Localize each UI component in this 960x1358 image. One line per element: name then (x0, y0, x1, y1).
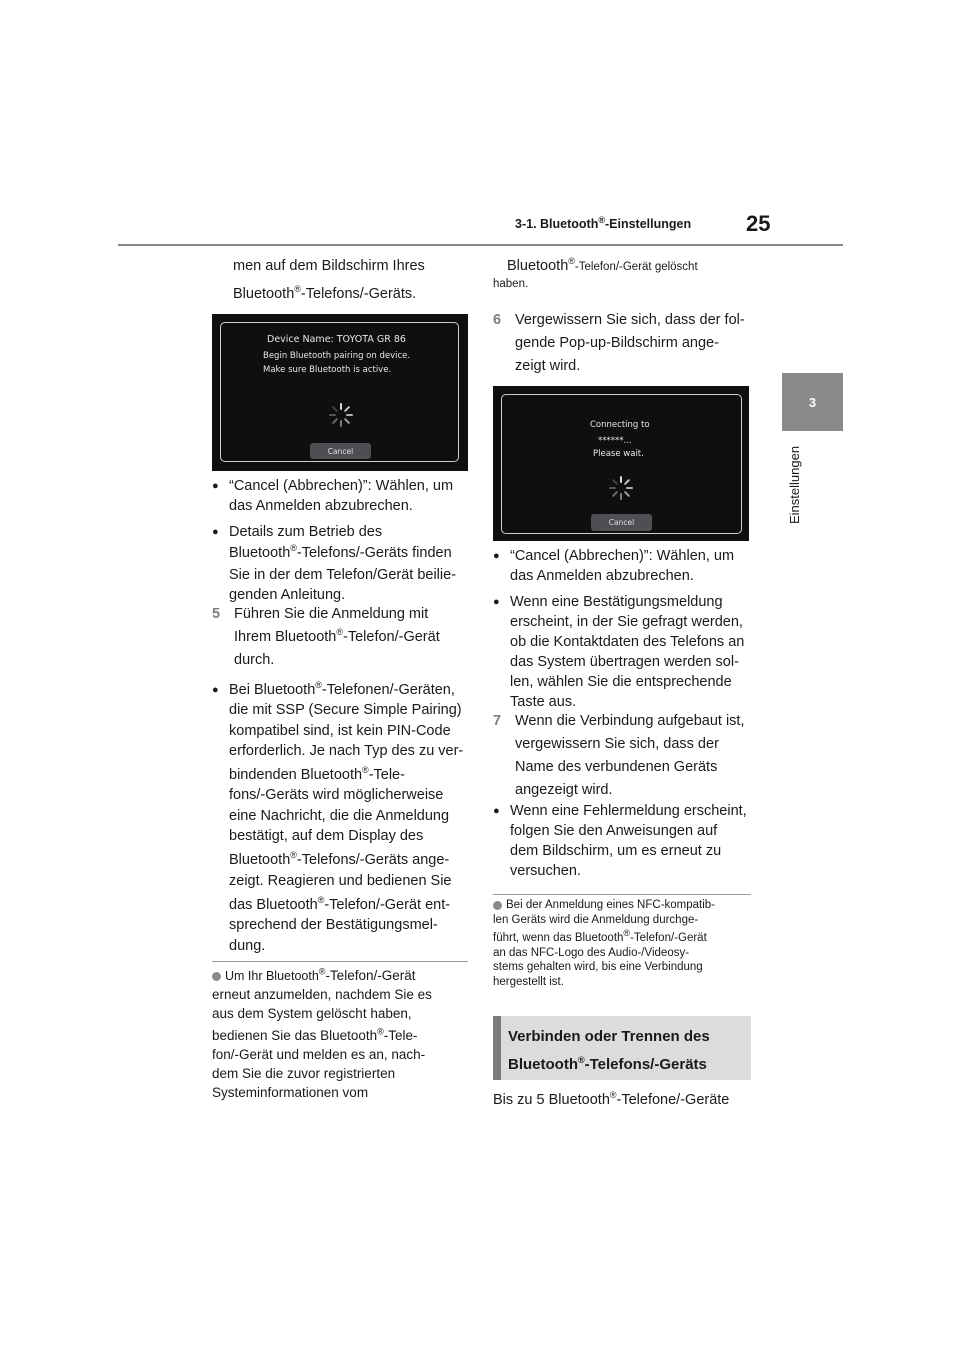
chapter-label: Einstellungen (787, 445, 802, 524)
loading-spinner-icon (608, 475, 634, 501)
right-bullets-1 (493, 546, 751, 712)
step-6: 6 Vergewissern Sie sich, dass der fol- gende Pop-up-Bildschirm ange- zeigt wird. (493, 312, 745, 374)
section-body-text: Bis zu 5 Bluetooth®-Telefone/-Geräte (493, 1090, 730, 1108)
left-bullet-ssp: ● Bei Bluetooth®-Telefonen/-Geräten, die mit SSP (Secure Simple Pairing) kompatibel sind, ist kein PIN-Code erforderlich. Je nach Typ des zu ver- bindenden Bluetooth®-Tele- fons/-Geräts wird möglicherweise eine Nachricht, die die Anmeldung bestätigt, auf dem Display des Bluetooth®-Telefons/-Geräts ange- zeigt. Reagieren und bedienen Sie das Bluetooth®-Telefon/-Gerät ent- sprechend der Bestätigungsmel- dung. (212, 680, 464, 954)
step-5: 5 Führen Sie die Anmeldung mit Ihrem Bluetooth®-Telefon/-Gerät durch. (212, 606, 440, 668)
cancel-button[interactable]: Cancel (591, 514, 652, 531)
cancel-button[interactable]: Cancel (310, 443, 371, 459)
right-bullet-error: ● Wenn eine Fehlermeldung erscheint, folgen Sie den Anweisungen auf dem Bildschirm, um es erneut zu versuchen. (493, 803, 747, 879)
note-dot-icon (212, 972, 221, 981)
intro-text: men auf dem Bildschirm Ihres Bluetooth®-Telefons/-Geräts. (233, 258, 425, 302)
pairing-screen (212, 314, 468, 471)
list-item: ● Wenn eine Bestätigungsmeldung erscheint, in der Sie gefragt werden, ob die Kontaktdaten des Telefons an das System übertragen werden sol- len, wählen Sie die entsprechende Taste aus. (493, 594, 745, 710)
chapter-tab: 3 (782, 373, 843, 431)
list-item: ● “Cancel (Abbrechen)”: Wählen, um das Anmelden abzubrechen. (493, 548, 735, 584)
section-title: 3-1. Bluetooth®-Einstellungen (515, 214, 692, 231)
page-number: 25 (746, 211, 771, 236)
left-bullets-1 (212, 476, 470, 605)
header-rule (118, 244, 843, 246)
screen-pairing-text: Begin Bluetooth pairing on device. (263, 351, 411, 361)
note-divider (212, 961, 468, 962)
screen-device-masked: ******... (598, 436, 632, 446)
note-dot-icon (493, 901, 502, 910)
left-note: Um Ihr Bluetooth®-Telefon/-Gerät erneut anzumelden, nachdem Sie es aus dem System gelöscht haben, bedienen Sie das Bluetooth®-Tele- fon/-Gerät und melden es an, nach- dem Sie die zuvor registrierten Systeminformationen vom (212, 966, 432, 1100)
loading-spinner-icon (328, 402, 354, 428)
connecting-screen (493, 386, 749, 541)
right-continuation: Bluetooth®-Telefon/-Gerät gelöscht haben. (493, 256, 698, 290)
screen-connecting-text: Connecting to (590, 420, 650, 430)
screen-wait-text: Please wait. (593, 449, 644, 459)
step-7: 7 Wenn die Verbindung aufgebaut ist, vergewissern Sie sich, dass der Name des verbundenen Geräts angezeigt wird. (493, 713, 745, 798)
screen-device-name: Device Name: TOYOTA GR 86 (267, 334, 406, 345)
list-item: ● “Cancel (Abbrechen)”: Wählen, um das Anmelden abzubrechen. (212, 478, 454, 514)
list-item: ● Details zum Betrieb des Bluetooth®-Telefons/-Geräts finden Sie in der dem Telefon/Gerät beilie- genden Anleitung. (212, 524, 457, 603)
screen-active-text: Make sure Bluetooth is active. (263, 365, 392, 375)
note-divider (493, 894, 751, 895)
section-heading: Verbinden oder Trennen des Bluetooth®-Telefons/-Geräts (508, 1028, 710, 1073)
right-note: Bei der Anmeldung eines NFC-kompatib- len Geräts wird die Anmeldung durchge- führt, wenn das Bluetooth®-Telefon/-Gerät an das NFC-Logo des Audio-/Videosy- stems gehalten wird, bis eine Verbindung hergestellt ist. (493, 899, 716, 988)
section-heading-bar (493, 1016, 501, 1080)
